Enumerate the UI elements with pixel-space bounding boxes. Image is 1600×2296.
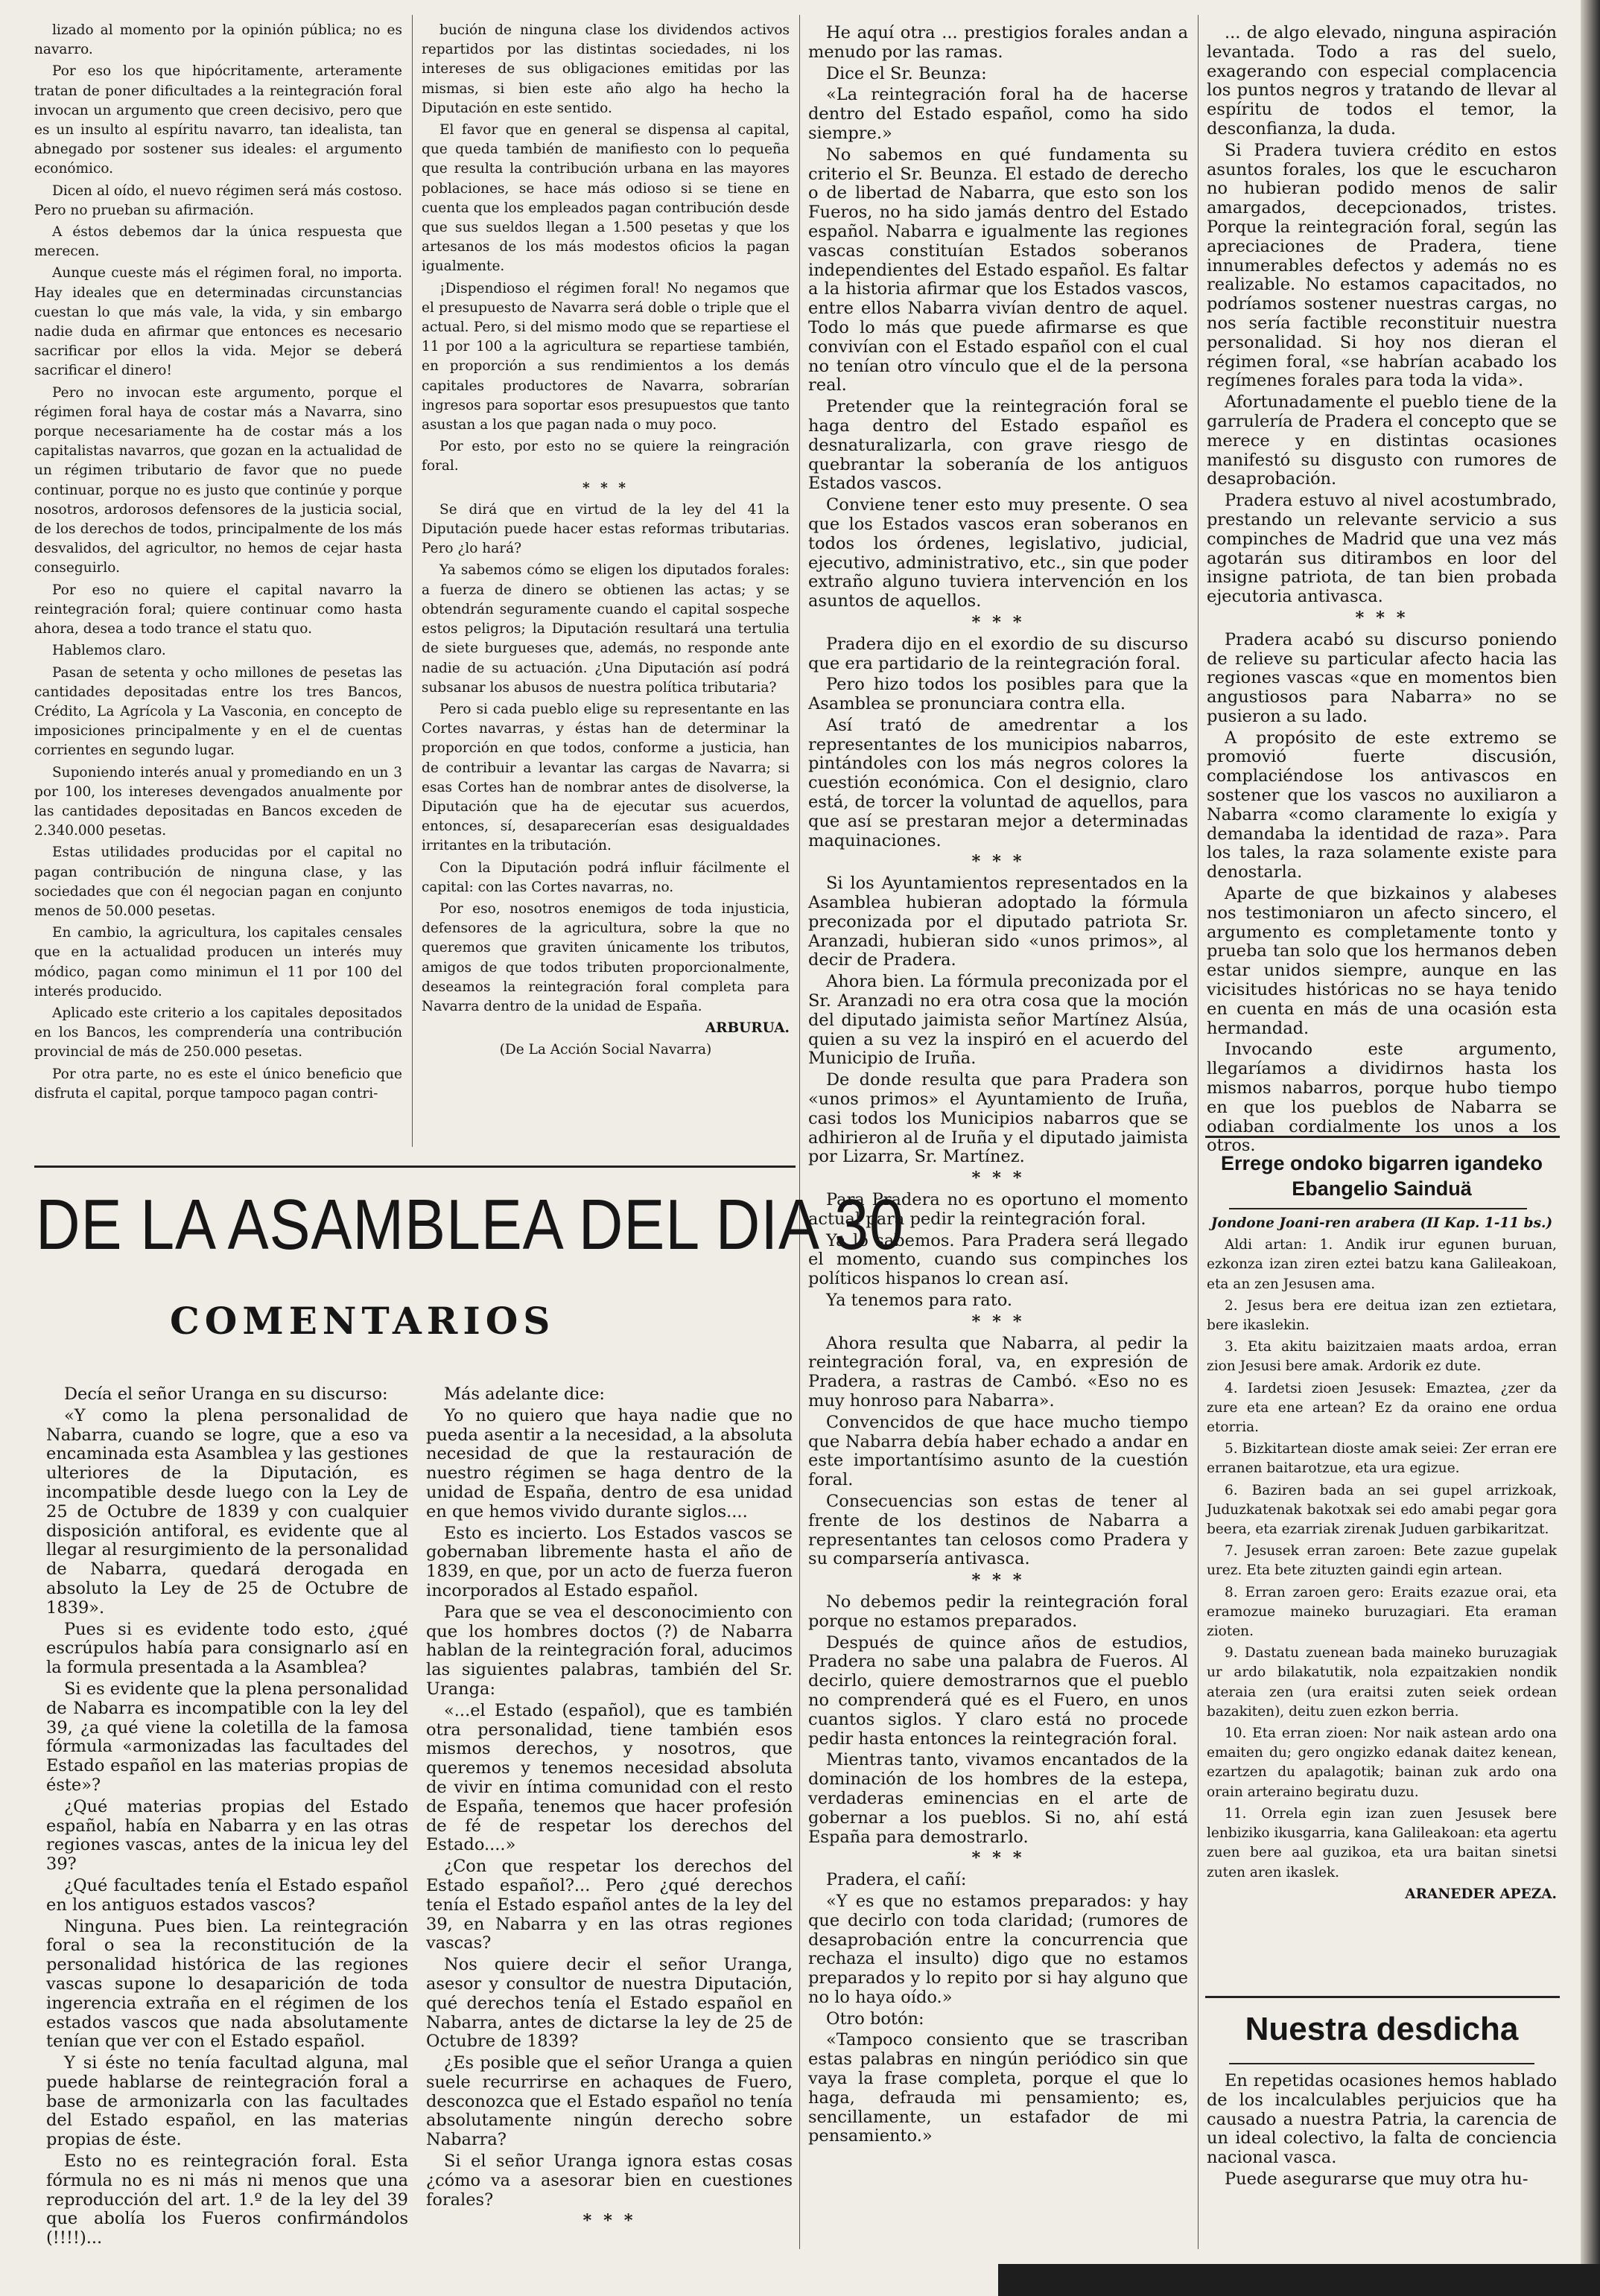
article-asamblea-col4 bbox=[1207, 23, 1557, 1156]
paragraph: «La reintegración foral ha de hacerse dentro del Estado español, como ha sido siempre.» bbox=[808, 85, 1188, 143]
paragraph: El favor que en general se dispensa al capital, que queda también de manifiesto con lo pequeña que resulta la contribución urbana en las mayores poblaciones, se hace más odioso si se tiene en cuenta que los empleados pagan contribución desde que sus sueldos llegan a 1.500 pesetas y que los artesanos de los más modestos oficios la pagan igualmente. bbox=[422, 122, 790, 275]
verse: 10. Eta erran zioen: Nor naik astean ardo ona emaiten du; gero ongizko edanak daitez kenean, ezartzen du apalagotik; bainan zuk ardo ona orain arteraino begiratu duzu. bbox=[1207, 1726, 1557, 1800]
paragraph: ¡Dispendioso el régimen foral! No negamos que el presupuesto de Navarra será doble o triple que el actual. Pero, si del mismo modo que se repartiese el 11 por 100 a la agricultura se repartiese también, en proporción a sus rendimientos a los demás capitales productores de Navarra, sobrarían ingresos para soportar esos presupuestos que tanto asustan a los que pagan nada o muy poco. bbox=[422, 280, 790, 433]
paragraph: Afortunadamente el pueblo tiene de la garrulería de Pradera el concepto que se merece y en distintas ocasiones manifestó su disgusto con rumores de desaprobación. bbox=[1207, 392, 1557, 489]
paragraph: (De La Acción Social Navarra) bbox=[499, 1042, 712, 1058]
paragraph: Por otra parte, no es este el único beneficio que disfruta el capital, porque tampoco pagan contri- bbox=[34, 1066, 402, 1101]
euskera-reference: Jondone Joani-ren arabera (II Kap. 1-11 bs.) bbox=[1210, 1215, 1553, 1231]
paragraph: No sabemos en qué fundamenta su criterio el Sr. Beunza. El estado de derecho o de libertad de Nabarra, que esto son los Fueros, no ha sido jamás dentro del Estado español. Nabarra e igualmente las regiones vascas constituían Estados soberanos independientes del Estado español. Es faltar a la historia afirmar que los Estados vascos, entre ellos Nabarra vivían dentro de aquel. Todo lo más que puede afirmarse es que convivían con el Estado español con el cual no tenían otro vínculo que el de la persona real. bbox=[808, 144, 1188, 395]
verse: 5. Bizkitartean dioste amak seiei: Zer erran ere erranen baitarotzue, eta ura egizue. bbox=[1207, 1441, 1557, 1477]
comentarios-col2 bbox=[426, 1385, 793, 2271]
paragraph: Por esto, por esto no se quiere la reingración foral. bbox=[422, 439, 790, 474]
paragraph: Para que se vea el desconocimiento con que los hombres doctos (?) de Nabarra hablan de la reintegración foral, aducimos las siguientes palabras, también del Sr. Uranga: bbox=[426, 1602, 793, 1699]
verse: 4. Iardetsi zioen Jesusek: Emaztea, ¿zer da zure eta ene artean? Ez da oraino ene ordua etorria. bbox=[1207, 1380, 1557, 1436]
paragraph: * * * bbox=[582, 2211, 636, 2231]
paragraph: Consecuencias son estas de tener al frente de los destinos de Nabarra a representantes tan celosos como Pradera y su comparsería antivasca. bbox=[808, 1491, 1188, 1569]
paragraph: Ahora resulta que Nabarra, al pedir la reintegración foral, va, en expresión de Pradera, a rastras de Cambó. «Eso no es muy honroso para Nabarra». bbox=[808, 1333, 1188, 1411]
paragraph: Si Pradera tuviera crédito en estos asuntos forales, los que le escucharon no hubieran podido menos de salir amargados, decepcionados, tristes. Porque la reintegración foral, según las apreciaciones de Pradera, tiene innumerables defectos y además no es realizable. No estamos capacitados, no podríamos sostener nuestras cargas, no nos sería factible reconstituir nuestra personalidad. Si hoy nos dieran el régimen foral, «se habrían acabado los regímenes forales para toda la vida». bbox=[1207, 140, 1557, 391]
paragraph: En repetidas ocasiones hemos hablado de los incalculables perjuicios que ha causado a nuestra Patria, la carencia de un ideal colectivo, la falta de conciencia nacional vasca. bbox=[1207, 2071, 1557, 2168]
paragraph: Pradera acabó su discurso poniendo de relieve su particular afecto hacia las regiones vascas «que en momentos bien angustiosos para Nabarra» no se pusieron a su lado. bbox=[1207, 629, 1557, 726]
paragraph: Suponiendo interés anual y promediando en un 3 por 100, los intereses devengados anualmente por las cantidades depositadas en Bancos exceden de 2.340.000 pesetas. bbox=[34, 764, 402, 839]
paragraph: Nos quiere decir el señor Uranga, asesor y consultor de nuestra Diputación, qué derechos tenía el Estado español en Nabarra, antes de dictarse la ley de 25 de Octubre de 1839? bbox=[426, 1955, 793, 2052]
paragraph: Más adelante dice: bbox=[444, 1384, 605, 1404]
paragraph: bución de ninguna clase los dividendos activos repartidos por las distintas sociedades, ni los intereses de sus obligaciones emitidas por las mismas, si bien este año algo ha hecho la Diputación en este sentido. bbox=[422, 22, 790, 116]
paragraph: Con la Diputación podrá influir fácilmente el capital: con las Cortes navarras, no. bbox=[422, 859, 790, 895]
paragraph: «...el Estado (español), que es también otra personalidad, tiene también esos mismos derechos, y nosotros, que queremos y tenemos necesidad absoluta de vivir en íntima comunidad con el resto de España, tenemos que hacer profesión de fé de respetar los derechos del Estado....» bbox=[426, 1700, 793, 1855]
article-asamblea-col3 bbox=[808, 24, 1188, 2258]
section-rule bbox=[1229, 2063, 1534, 2064]
paragraph: Esto es incierto. Los Estados vascos se gobernaban libremente hasta el año de 1839, en que, por un acto de fuerza fueron incorporados al Estado español. bbox=[426, 1523, 793, 1600]
paragraph: Mientras tanto, vivamos encantados de la dominación de los hombres de la estepa, verdaderas eminencias en el arte de gobernar a los pueblos. Si no, ahí está España para demostrarlo. bbox=[808, 1750, 1188, 1847]
paragraph: * * * bbox=[1355, 608, 1409, 628]
paragraph: Por eso no quiere el capital navarro la reintegración foral; quiere continuar como hasta ahora, desea a todo trance el statu quo. bbox=[34, 582, 402, 637]
verse: 11. Orrela egin izan zuen Jesusek bere lenbiziko ikusgarria, kana Galileakoan: eta agertu zuen bere aal guzikoa, eta ura baitan sinetsi zuten aren ikaslek. bbox=[1207, 1805, 1557, 1880]
paragraph: Conviene tener esto muy presente. O sea que los Estados vascos eran soberanos en todos los órdenes, legislativo, judicial, ejecutivo, administrativo, etc., sin que poder extraño alguno tuviera intervención en los asuntos de aquellos. bbox=[808, 495, 1188, 611]
paragraph: Aunque cueste más el régimen foral, no importa. Hay ideales que en determinadas circunstancias cuestan lo que más vale, la vida, y sin embargo nadie duda en afirmar que entonces es necesario sacrificar por ellos la vida. Mejor se deberá sacrificar el dinero! bbox=[34, 265, 402, 379]
verse: 6. Baziren bada an sei gupel arrizkoak, Juduzkatenak bakotxak sei edo amabi pegar gora beera, eta ezarriak zirenak Juduen garbikaritzat. bbox=[1207, 1482, 1557, 1538]
paragraph: Convencidos de que hace mucho tiempo que Nabarra debía haber echado a andar en este importantísimo asunto de la cuestión foral. bbox=[808, 1412, 1188, 1490]
verse: 3. Eta akitu baizitzaien maats ardoa, erran zion Jesusi bere amak. Ardorik ez dute. bbox=[1207, 1339, 1557, 1375]
verse: 7. Jesusek erran zaroen: Bete zazue gupelak urez. Eta bete zituzten gaindi egin artean. bbox=[1207, 1543, 1557, 1579]
paragraph: Y si éste no tenía facultad alguna, mal puede hablarse de reintegración foral a base de armonizarla con las facultades del Estado español, en las materias propias de éste. bbox=[46, 2053, 408, 2150]
paragraph: Pasan de setenta y ocho millones de pesetas las cantidades depositadas entre los tres Bancos, Crédito, La Agrícola y La Vasconia, en concepto de imposiciones principalmente y en el de cuentas corrientes en segundo lugar. bbox=[34, 664, 402, 759]
paragraph: A éstos debemos dar la única respuesta que merecen. bbox=[34, 224, 402, 260]
paragraph: Pues si es evidente todo esto, ¿qué escrúpulos había para consignarlo así en la formula presentada a la Asamblea? bbox=[46, 1619, 408, 1678]
euskera-body bbox=[1207, 1214, 1557, 1988]
column-divider bbox=[412, 15, 413, 1147]
verse: 9. Dastatu zuenean bada maineko buruzagiak ur ardo bilakatutik, nola ezpaitzakien nondik ateraia zen (ura eraitsi zuten seiek ordean bazakiten), deitu zuen ezkon berria. bbox=[1207, 1645, 1557, 1720]
column-divider bbox=[799, 15, 800, 2249]
paragraph: De donde resulta que para Pradera son «unos primos» el Ayuntamiento de Iruña, casi todos los Municipios nabarros que se adhirieron al de Iruña y el diputado jaimista por Lizarra, Sr. Martínez. bbox=[808, 1070, 1188, 1167]
paragraph: * * * bbox=[971, 1168, 1025, 1189]
paragraph: ¿Qué facultades tenía el Estado español en los antiguos estados vascos? bbox=[46, 1875, 408, 1915]
paragraph: Por eso los que hipócritamente, arteramente tratan de poner dificultades a la reintegración foral invocan un argumento que creen decisivo, pero que es un insulto al espíritu navarro, tan idealista, tan abnegado por sostener sus ideales: el argumento económico. bbox=[34, 63, 402, 177]
paragraph: Ya lo sabemos. Para Pradera será llegado el momento, cuando sus compinches los políticos hispanos lo crean así. bbox=[808, 1230, 1188, 1289]
paragraph: * * * bbox=[971, 1848, 1025, 1869]
paragraph: Pero hizo todos los posibles para que la Asamblea se pronunciara contra ella. bbox=[808, 675, 1188, 714]
paragraph: Por eso, nosotros enemigos de toda injusticia, defensores de la agricultura, sobre la que no queremos que graviten únicamente los tributos, amigos de que todos tributen proporcionalmente, deseamos la reintegración foral completa para Navarra dentro de la unidad de España. bbox=[422, 900, 790, 1014]
paragraph: Invocando este argumento, llegaríamos a dividirnos hasta los mismos nabarros, porque hubo tiempo en que los pueblos de Nabarra se odiaban cordialmente los unos a los otros. bbox=[1207, 1040, 1557, 1156]
section-rule bbox=[1205, 1996, 1560, 1998]
section-rule bbox=[1205, 1136, 1560, 1138]
column-divider bbox=[1198, 15, 1199, 2249]
paragraph: Yo no quiero que haya nadie que no pueda asentir a la necesidad, a la absoluta necesidad de que la restauración de nuestro régimen se haga dentro de la unidad de España, dentro de esa unidad en que hemos vivido durante siglos.... bbox=[426, 1405, 793, 1521]
paragraph: lizado al momento por la opinión pública; no es navarro. bbox=[34, 22, 402, 58]
paragraph: No debemos pedir la reintegración foral porque no estamos preparados. bbox=[808, 1591, 1188, 1631]
paragraph: A propósito de este extremo se promovió fuerte discusión, complaciéndose los antivascos en sostener que los vascos no auxiliaron a Nabarra «como claramente lo exigía y demandaba la identidad de raza». Para los tales, la raza solamente existe para denostarla. bbox=[1207, 728, 1557, 883]
paragraph: «Y como la plena personalidad de Nabarra, cuando se logre, que a eso va encaminada esta Asamblea y las gestiones ulteriores de la Diputación, es incompatible desde luego con la Ley de 25 de Octubre de 1839 y con cualquier disposición antiforal, es evidente que al llegar al resurgimiento de la personalidad de Nabarra, quedará derogada en absoluto la Ley de 25 de Octubre de 1839». bbox=[46, 1405, 408, 1618]
paragraph: Para Pradera no es oportuno el momento actual para pedir la reintegración foral. bbox=[808, 1190, 1188, 1229]
paragraph: * * * bbox=[971, 612, 1025, 632]
paragraph: «Y es que no estamos preparados: y hay que decirlo con toda claridad; (rumores de desaprobación entre la concurrencia que rechaza el insulto) digo que no estamos preparados y lo repito por si hay alguno que no lo haya oído.» bbox=[808, 1891, 1188, 2007]
euskera-title: Errege ondoko bigarren igandeko Ebangelio Sainduä bbox=[1220, 1152, 1543, 1200]
paragraph: ... de algo elevado, ninguna aspiración levantada. Todo a ras del suelo, exagerando con especial complacencia los puntos negros y tratando de llevar al espíritu de todos el temor, la desconfianza, la duda. bbox=[1207, 23, 1557, 139]
article-foral-col2 bbox=[422, 21, 790, 1153]
paragraph: ¿Qué materias propias del Estado español, había en Nabarra y en las otras regiones vascas, antes de la inicua ley del 39? bbox=[46, 1796, 408, 1874]
paragraph: ¿Es posible que el señor Uranga a quien suele recurrirse en achaques de Fuero, desconozca que el Estado español no tenía absolutamente ningún derecho sobre Nabarra? bbox=[426, 2053, 793, 2150]
paragraph: Ninguna. Pues bien. La reintegración foral o sea la reconstitución de la personalidad histórica de las regiones vascas supone lo desaparición de toda ingerencia extraña en el régimen de los estados vascos que nada absolutamente tenían que ver con el Estado español. bbox=[46, 1916, 408, 2052]
paragraph: Esto no es reintegración foral. Esta fórmula no es ni más ni menos que una reproducción del art. 1.º de la ley del 39 que abolía los Fueros confirmándolos (!!!!)... bbox=[46, 2152, 408, 2248]
paragraph: «Tampoco consiento que se trascriban estas palabras en ningún periódico sin que vaya la frase completa, porque el que lo haga, defrauda mi pensamiento; es, sencillamente, un estafador de mi pensamiento.» bbox=[808, 2030, 1188, 2146]
paragraph: Aparte de que bizkainos y alabeses nos testimoniaron un afecto sincero, el argumento es completamente tonto y prueba tan solo que los hermanos deben estar unidos siempre, aunque en las vicisitudes históricas no se haya tenido en cuenta en más de una ocasión esta hermandad. bbox=[1207, 884, 1557, 1038]
paragraph: Dicen al oído, el nuevo régimen será más costoso. Pero no prueban su afirmación. bbox=[34, 182, 402, 218]
paragraph: ARBURUA. bbox=[705, 1020, 790, 1037]
paragraph: Ahora bien. La fórmula preconizada por el Sr. Aranzadi no era otra cosa que la moción del diputado jaimista señor Martínez Alsúa, quien a su vez la inspiró en el acuerdo del Municipio de Iruña. bbox=[808, 972, 1188, 1069]
paragraph: * * * bbox=[971, 1311, 1025, 1332]
section-rule bbox=[1229, 1208, 1527, 1209]
paragraph: Dice el Sr. Beunza: bbox=[826, 63, 987, 83]
paragraph: Pradera dijo en el exordio de su discurso que era partidario de la reintegración foral. bbox=[808, 634, 1188, 673]
paragraph: Si es evidente que la plena personalidad de Nabarra es incompatible con la ley del 39, ¿a qué viene la coletilla de la famosa fórmula «armonizadas las facultades del Estado español en las materias propias de éste»? bbox=[46, 1679, 408, 1795]
paragraph: Otro botón: bbox=[826, 2009, 924, 2029]
paragraph: Hablemos claro. bbox=[52, 643, 166, 659]
paragraph: Pero no invocan este argumento, porque el régimen foral haya de costar más a Navarra, sino porque necesariamente ha de costar más a los capitalistas navarros, que gozan en la actualidad de un régimen tributario de favor que no puede continuar, porque no es justo que continúe y porque nosotros, ardorosos defensores de la justicia social, de los derechos de todos, principalmente de los más desvalidos, del agricultor, no hemos de cejar hasta conseguirlo. bbox=[34, 384, 402, 576]
paragraph: Después de quince años de estudios, Pradera no sabe una palabra de Fueros. Al decirlo, quiere demostrarnos que el pueblo no comprenderá qué es el Fuero, en unos cuantos siglos. Y claro está no procede pedir hasta entonces la reintegración foral. bbox=[808, 1632, 1188, 1749]
paragraph: * * * bbox=[582, 480, 629, 496]
paragraph: Aplicado este criterio a los capitales depositados en los Bancos, les comprendería una contribución provincial de más de 250.000 pesetas. bbox=[34, 1005, 402, 1060]
euskera-signature: ARANEDER APEZA. bbox=[1405, 1886, 1557, 1902]
paragraph: Decía el señor Uranga en su discurso: bbox=[64, 1384, 388, 1404]
paragraph: Pradera estuvo al nivel acostumbrado, prestando un relevante servicio a sus compinches de Madrid que una vez más agotarán sus ditirambos en loor del insigne patriota, de tan bien probada ejecutoria antivasca. bbox=[1207, 491, 1557, 607]
paragraph: Pradera, el cañí: bbox=[826, 1870, 967, 1890]
paragraph: Así trató de amedrentar a los representantes de los municipios nabarros, pintándoles con los más negros colores la cuestión económica. Con el designio, claro está, de torcer la voluntad de aquellos, para que así se prestaran mejor a determinadas maquinaciones. bbox=[808, 715, 1188, 850]
subheadline: COMENTARIOS bbox=[170, 1299, 556, 1343]
desdicha-body bbox=[1207, 2072, 1557, 2265]
article-foral-col1 bbox=[34, 21, 402, 1139]
main-headline: DE LA ASAMBLEA DEL DIA 30 bbox=[36, 1185, 904, 1265]
desdicha-title: Nuestra desdicha bbox=[1245, 2011, 1519, 2047]
scan-edge bbox=[1581, 0, 1600, 2296]
verse: 8. Erran zaroen gero: Eraits ezazue orai, eta eramozue maineko buruzagiari. Eta eraman zioten. bbox=[1207, 1584, 1557, 1640]
paragraph: Se dirá que en virtud de la ley del 41 la Diputación puede hacer estas reformas tributarias. Pero ¿lo hará? bbox=[422, 501, 790, 557]
paragraph: Estas utilidades producidas por el capital no pagan contribución de ninguna clase, y las sociedades que con él negocian pagan en conjunto menos de 50.000 pesetas. bbox=[34, 845, 402, 919]
paragraph: Ya sabemos cómo se eligen los diputados forales: a fuerza de dinero se obtienen las actas; y se obtendrán seguramente cuando el capital sospeche estos peligros; la Diputación resultará una tertulia de siete burgueses que, además, no responde ante nadie de su actuación. ¿Una Diputación así podrá subsanar los abusos de nuestra política tributaria? bbox=[422, 562, 790, 696]
paragraph: He aquí otra ... prestigios forales andan a menudo por las ramas. bbox=[808, 23, 1188, 62]
paragraph: Puede asegurarse que muy otra hu- bbox=[1225, 2169, 1528, 2189]
paragraph: Pretender que la reintegración foral se haga dentro del Estado español es desnaturalizarla, con grave riesgo de quebrantar la soberanía de los antiguos Estados vascos. bbox=[808, 397, 1188, 494]
paragraph: En cambio, la agricultura, los capitales censales que en la actualidad producen un interés muy módico, pagan como minimun el 11 por 100 del interés producido. bbox=[34, 925, 402, 999]
paragraph: Si los Ayuntamientos representados en la Asamblea hubieran adoptado la fórmula preconizada por el diputado patriota Sr. Aranzadi, hubieran sido «unos primos», al decir de Pradera. bbox=[808, 874, 1188, 970]
paragraph: Ya tenemos para rato. bbox=[826, 1291, 1013, 1310]
paragraph: Pero si cada pueblo elige su representante en las Cortes navarras, y éstas han de determinar la proporción en que todos, conforme a justicia, han de contribuir a levantar las cargas de Navarra; si esas Cortes han de nombrar antes de disolverse, la Diputación que ha de ejecutar sus acuerdos, entonces, sí, desaparecerían esas desigualdades irritantes en la tributación. bbox=[422, 701, 790, 854]
paragraph: Si el señor Uranga ignora estas cosas ¿cómo va a asesorar bien en cuestiones forales? bbox=[426, 2152, 793, 2210]
verse: 2. Jesus bera ere deitua izan zen eztietara, bere ikaslekin. bbox=[1207, 1297, 1557, 1334]
paragraph: * * * bbox=[971, 1571, 1025, 1591]
paragraph: ¿Con que respetar los derechos del Estado español?... Pero ¿qué derechos tenía el Estado español antes de la ley del 39, en Nabarra y en las otras regiones vascas? bbox=[426, 1857, 793, 1953]
section-rule bbox=[34, 1166, 796, 1168]
scan-bottom-edge bbox=[998, 2264, 1600, 2296]
verse: Aldi artan: 1. Andik irur egunen buruan, ezkonza izan ziren eztei batzu kana Galileakoan, eta an zen Jesusen ama. bbox=[1207, 1237, 1557, 1292]
paragraph: * * * bbox=[971, 852, 1025, 872]
comentarios-col1 bbox=[46, 1385, 408, 2271]
